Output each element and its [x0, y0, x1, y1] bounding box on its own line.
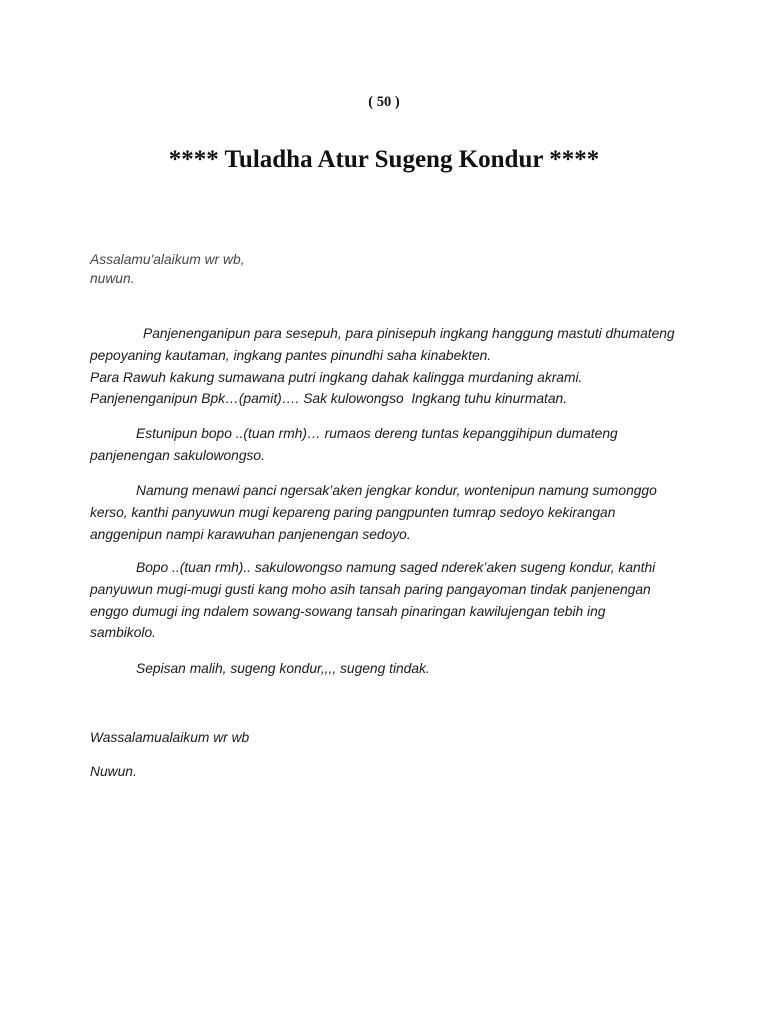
- paragraph-line: panjenengan sakulowongso.: [90, 447, 265, 463]
- greeting: [90, 250, 244, 288]
- paragraph-line: pepoyaning kautaman, ingkang pantes pinundhi saha kinabekten.: [90, 347, 492, 363]
- page-number: ( 50 ): [368, 94, 400, 110]
- paragraph-1: [90, 323, 675, 410]
- paragraph-line: sambikolo.: [90, 625, 156, 641]
- paragraph-line: Bopo ..(tuan rmh).. sakulowongso namung saged nderek’aken sugeng kondur, kanthi: [136, 560, 656, 575]
- closing-nuwun-text: Nuwun.: [90, 764, 137, 779]
- paragraph-line: panyuwun mugi-mugi gusti kang moho asih tansah paring pangayoman tindak panjenengan: [90, 581, 651, 597]
- paragraph-line: Para Rawuh kakung sumawana putri ingkang dahak kalingga murdaning akrami.: [90, 369, 583, 385]
- closing-nuwun: [90, 761, 137, 783]
- paragraph-line: Namung menawi panci ngersak’aken jengkar kondur, wontenipun namung sumonggo: [136, 483, 657, 498]
- paragraph-line: Panjenenganipun Bpk…(pamit)…. Sak kulowongso Ingkang tuhu kinurmatan.: [90, 391, 568, 407]
- paragraph-3: [90, 480, 657, 545]
- paragraph-line: anggenipun nampi karawuhan panjenengan sedoyo.: [90, 526, 411, 542]
- paragraph-line: enggo dumugi ing ndalem sowang-sowang tansah pinaringan kawilujengan tebih ing: [90, 603, 606, 619]
- paragraph-5: [90, 658, 430, 680]
- paragraph-2: [90, 423, 618, 467]
- paragraph-line: Sepisan malih, sugeng kondur,,,, sugeng tindak.: [136, 661, 430, 676]
- paragraph-line: Panjenenganipun para sesepuh, para pinisepuh ingkang hanggung mastuti dhumateng: [143, 326, 675, 341]
- page-title: **** Tuladha Atur Sugeng Kondur ****: [168, 146, 600, 173]
- greeting-line: nuwun.: [90, 271, 135, 286]
- paragraph-4: [90, 557, 655, 644]
- paragraph-line: kerso, kanthi panyuwun mugi kepareng paring pangpunten tumrap sedoyo kekirangan: [90, 504, 616, 520]
- paragraph-line: Estunipun bopo ..(tuan rmh)… rumaos dereng tuntas kepanggihipun dumateng: [136, 426, 618, 441]
- closing-salam-text: Wassalamualaikum wr wb: [90, 730, 250, 745]
- greeting-line: Assalamu'alaikum wr wb,: [90, 252, 245, 267]
- closing-salam: [90, 727, 249, 749]
